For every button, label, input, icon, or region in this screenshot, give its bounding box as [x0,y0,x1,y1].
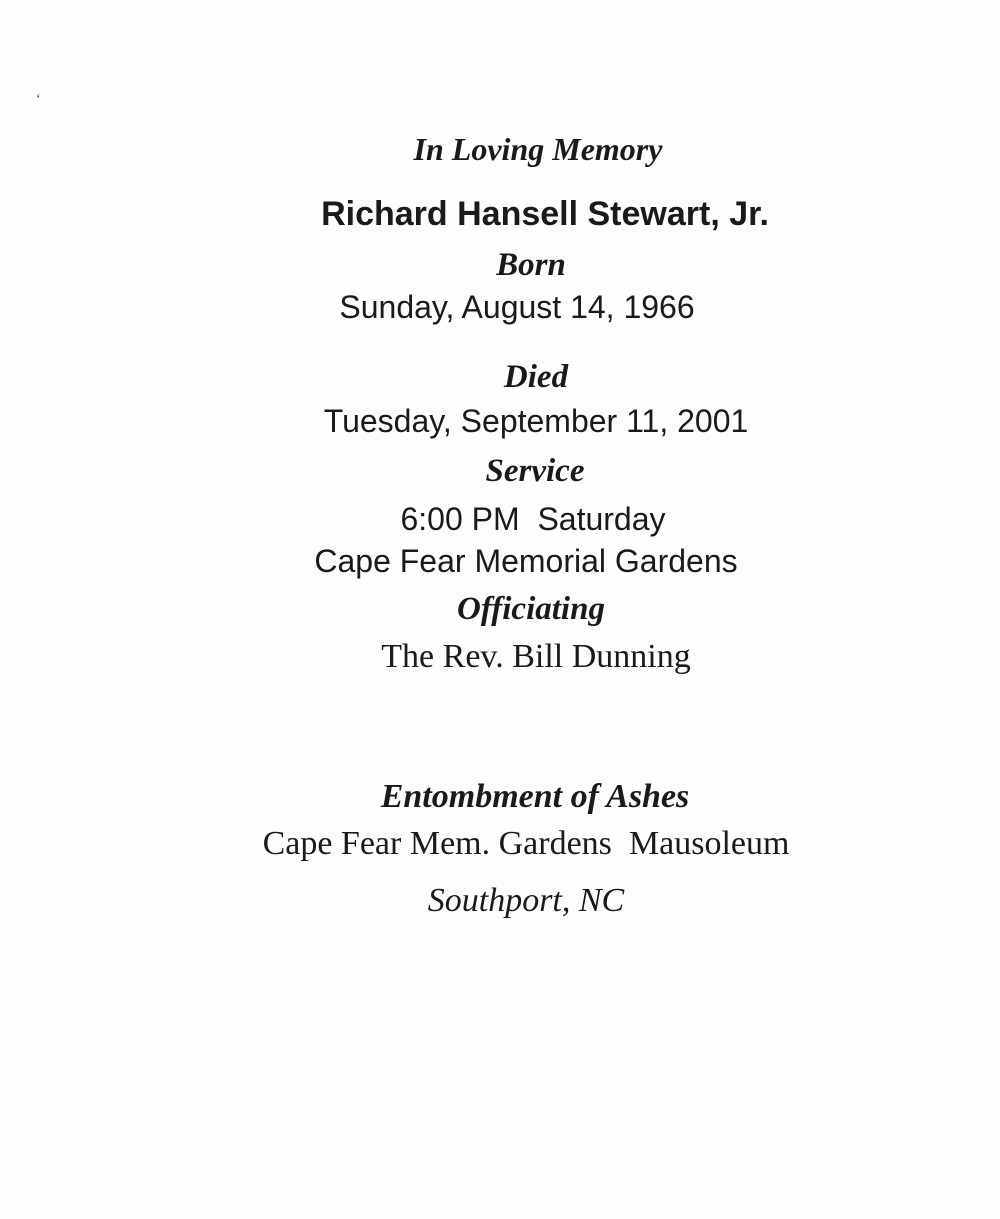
born-date: Sunday, August 14, 1966 [339,289,695,325]
entombment-label: Entombment of Ashes [380,778,690,815]
service-place: Cape Fear Memorial Gardens [314,543,738,579]
officiant-name: The Rev. Bill Dunning [381,638,691,675]
entombment-place: Cape Fear Mem. Gardens Mausoleum [262,825,790,862]
died-label: Died [503,359,569,395]
scan-speck: ‘ [36,92,41,107]
memorial-heading: In Loving Memory [413,131,663,167]
born-label: Born [496,247,566,283]
service-time: 6:00 PM Saturday [400,501,666,537]
died-date: Tuesday, September 11, 2001 [323,403,749,439]
officiating-label: Officiating [457,591,605,627]
service-label: Service [485,453,585,489]
deceased-name: Richard Hansell Stewart, Jr. [321,195,769,233]
entombment-location: Southport, NC [427,882,625,919]
